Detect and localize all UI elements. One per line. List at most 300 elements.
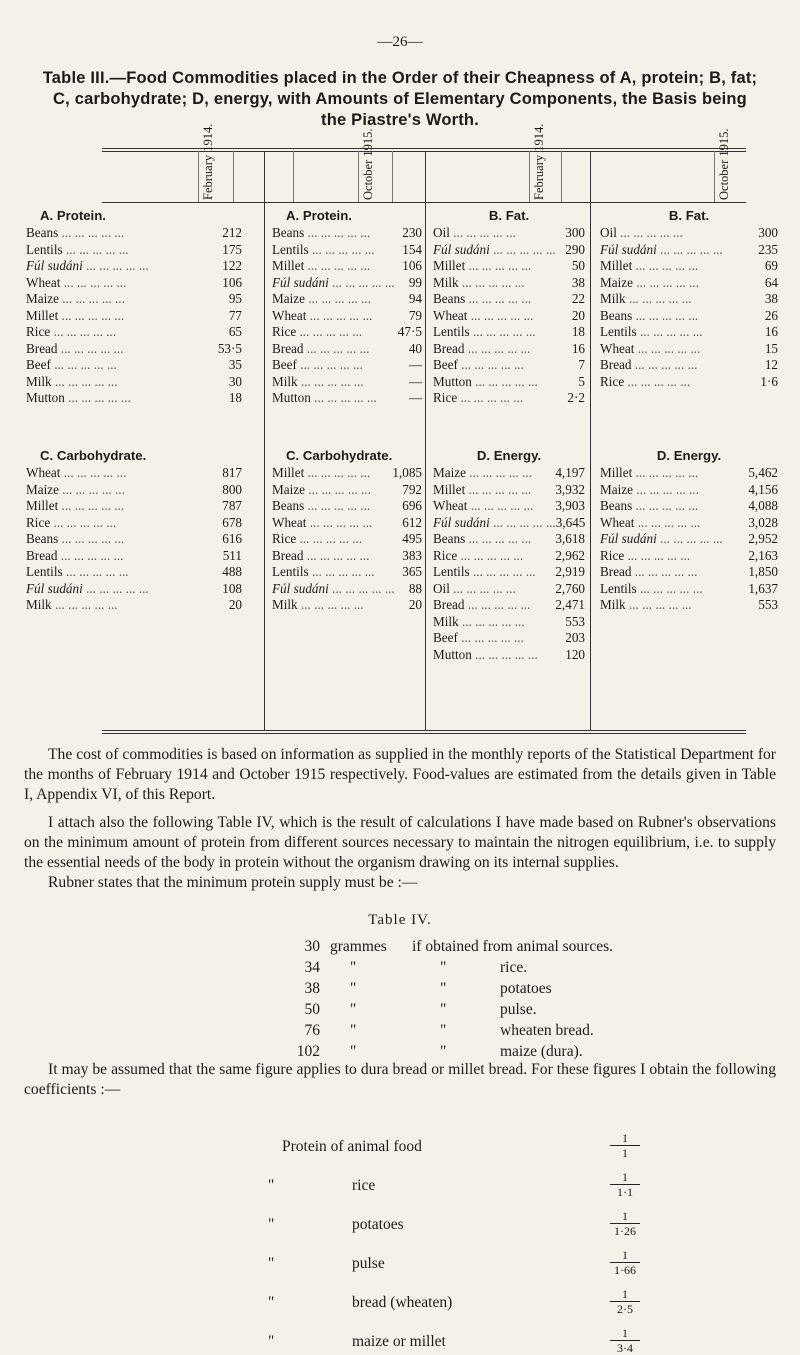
food-name: [433, 614, 543, 631]
food-name-text: Maize: [272, 481, 305, 497]
table-bottom-rule: [102, 730, 746, 731]
food-name: [600, 482, 736, 499]
amount-value: 106: [222, 274, 242, 290]
amount-value: 12: [764, 357, 778, 372]
section-title: D. Energy.: [656, 448, 722, 463]
table4-unit: ": [350, 1022, 357, 1039]
leader-dots: ... ... ... ... ...: [303, 340, 370, 356]
food-name: [272, 564, 380, 581]
amount-value: 108: [222, 580, 242, 596]
table-row: [272, 564, 422, 581]
food-name: [26, 515, 200, 532]
food-name-text: Beans: [272, 225, 305, 240]
leader-dots: ... ... ... ... ...: [58, 531, 125, 546]
table-top-rule: [102, 148, 746, 149]
leader-dots: ... ... ... ... ...: [636, 324, 703, 339]
food-name: [272, 291, 380, 308]
leader-dots: ... ... ... ... ...: [632, 258, 699, 273]
coef-label: bread (wheaten): [352, 1294, 453, 1311]
food-name: [272, 275, 395, 292]
food-name-text: Rice: [26, 324, 51, 339]
food-name: [26, 291, 200, 308]
table-row: [272, 341, 422, 358]
table-row: [600, 291, 778, 308]
table-row: [272, 275, 422, 292]
food-name: [600, 242, 736, 259]
food-name: [272, 324, 380, 341]
table-row: [433, 630, 585, 647]
hdr-divider-5: [392, 151, 393, 202]
table-row: [272, 357, 422, 374]
leader-dots: ... ... ... ... ...: [457, 630, 524, 645]
table-row: [26, 275, 242, 292]
section-title: A. Protein.: [286, 208, 352, 223]
food-name: [272, 531, 380, 548]
amount-value: 787: [222, 498, 242, 513]
hdr-divider-3: [293, 151, 294, 202]
food-name: [433, 357, 543, 374]
food-name: [433, 374, 543, 391]
coef-label: potatoes: [352, 1216, 404, 1233]
amount-value: 383: [402, 547, 422, 563]
hdr-divider-6: [529, 151, 530, 202]
table-row: [26, 515, 242, 532]
leader-dots: ... ... ... ... ...: [50, 357, 117, 372]
food-name: [26, 324, 200, 341]
food-name-text: Lentils: [272, 564, 309, 579]
hdr-divider-8: [714, 151, 715, 202]
food-name-text: Mutton: [433, 646, 472, 662]
leader-dots: ... ... ... ... ...: [308, 564, 375, 579]
table-row: [600, 341, 778, 358]
amount-value: 1,637: [748, 580, 778, 596]
food-name-text: Milk: [26, 597, 52, 612]
food-name: [433, 498, 543, 515]
leader-dots: ... ... ... ... ...: [50, 514, 117, 530]
leader-dots: ... ... ... ... ...: [304, 465, 371, 480]
leader-dots: ... ... ... ... ...: [296, 531, 363, 546]
food-name-text: Rice: [600, 373, 625, 389]
table-row: [272, 597, 422, 614]
food-name-text: Fúl sudáni: [26, 580, 83, 596]
col-divider-3: [590, 151, 591, 731]
leader-dots: ... ... ... ... ...: [464, 340, 531, 356]
amount-value: 511: [222, 547, 242, 563]
leader-dots: ... ... ... ... ...: [632, 481, 699, 497]
food-name-text: Wheat: [600, 514, 635, 530]
leader-dots: ... ... ... ... ...: [296, 357, 363, 372]
food-name-text: Milk: [600, 291, 626, 306]
table4-unit: ": [350, 1043, 357, 1060]
amount-value: 50: [571, 258, 585, 273]
food-name-text: Beans: [26, 225, 59, 240]
food-name-text: Mutton: [26, 390, 65, 405]
fraction-denominator: 2·5: [617, 1302, 633, 1316]
leader-dots: ... ... ... ... ...: [625, 597, 692, 612]
leader-dots: ... ... ... ... ...: [51, 373, 118, 389]
leader-dots: ... ... ... ... ...: [656, 531, 723, 546]
amount-value: 678: [222, 514, 242, 530]
table-row: [433, 581, 585, 598]
section-title: C. Carbohydrate.: [286, 448, 393, 463]
header-rule: [102, 202, 746, 203]
leader-dots: ... ... ... ... ...: [469, 324, 536, 339]
leader-dots: ... ... ... ... ...: [82, 258, 149, 273]
amount-value: 154: [402, 241, 422, 257]
food-name-text: Fúl sudáni: [272, 580, 329, 596]
food-name: [26, 564, 200, 581]
leader-dots: ... ... ... ... ...: [51, 597, 118, 612]
table4-title: Table IV.: [368, 912, 432, 928]
food-name-text: Rice: [272, 531, 297, 546]
table-row: [600, 374, 778, 391]
hdr-divider-4: [358, 151, 359, 202]
leader-dots: ... ... ... ... ...: [624, 373, 691, 389]
amount-value: 53·5: [217, 340, 242, 356]
food-name-text: Fúl sudáni: [433, 514, 490, 530]
table-row: [433, 647, 585, 664]
leader-dots: ... ... ... ... ...: [632, 465, 699, 480]
table4-source: pulse.: [500, 1001, 537, 1018]
food-name-text: Mutton: [272, 390, 311, 405]
food-name-text: Milk: [272, 597, 298, 612]
leader-dots: ... ... ... ... ...: [634, 340, 701, 356]
food-name: [433, 341, 543, 358]
table4-amount: 76: [304, 1022, 320, 1039]
paragraph-rubner: [24, 813, 776, 873]
amount-value: 40: [408, 340, 422, 356]
food-name-text: Millet: [272, 465, 305, 480]
amount-value: 20: [408, 597, 422, 612]
table-row: [26, 548, 242, 565]
amount-value: 290: [565, 241, 585, 257]
leader-dots: ... ... ... ... ...: [60, 465, 127, 480]
amount-value: —: [408, 390, 422, 405]
table-row: [26, 390, 242, 407]
coef-label: rice: [352, 1177, 376, 1194]
table4-amount: 30: [304, 938, 320, 955]
food-name-text: Lentils: [600, 324, 637, 339]
food-name: [272, 308, 380, 325]
food-name-text: Maize: [600, 481, 633, 497]
food-name-text: Millet: [600, 465, 633, 480]
table-row: [433, 515, 585, 532]
food-name: [600, 258, 736, 275]
table-row: [272, 308, 422, 325]
amount-value: 2,952: [748, 531, 778, 546]
food-name: [433, 291, 543, 308]
leader-dots: ... ... ... ... ...: [449, 580, 516, 596]
table4-source: wheaten bread.: [500, 1022, 594, 1039]
paragraph-1-text: The cost of commodities is based on information as supplied in the monthly reports of the Statistical Department for the months of February 1914 and October 1915 respectively. Food-values are estimated from the details given in Table I, Appendix VI, of this Report.: [24, 746, 776, 803]
food-name: [433, 482, 543, 499]
food-name-text: Beans: [433, 531, 466, 546]
food-name-text: Millet: [433, 258, 466, 273]
amount-value: 3,903: [555, 498, 585, 513]
food-name: [26, 242, 200, 259]
coef-fraction: [610, 1132, 640, 1159]
leader-dots: ... ... ... ... ...: [306, 307, 373, 323]
table-row: [433, 308, 585, 325]
food-name: [433, 225, 543, 242]
food-name-text: Wheat: [433, 498, 468, 513]
food-name: [26, 498, 200, 515]
food-name-text: Millet: [272, 258, 305, 273]
amount-value: 2,471: [555, 597, 585, 612]
amount-value: 77: [228, 307, 242, 323]
coef-fraction: [610, 1210, 640, 1237]
food-name: [272, 341, 380, 358]
food-name-text: Bread: [272, 340, 304, 356]
table-row: [26, 341, 242, 358]
food-name: [600, 374, 736, 391]
coef-fraction: [610, 1327, 640, 1354]
leader-dots: ... ... ... ... ...: [457, 357, 524, 372]
amount-value: 106: [402, 258, 422, 273]
food-name: [26, 581, 200, 598]
table-row: [600, 482, 778, 499]
food-name-text: Beans: [433, 291, 466, 306]
food-name: [272, 242, 380, 259]
leader-dots: ... ... ... ... ...: [58, 481, 125, 497]
food-name-text: Bread: [600, 564, 632, 579]
food-name-text: Beef: [26, 357, 51, 372]
table-row: [272, 465, 422, 482]
food-name: [433, 390, 543, 407]
food-name-text: Bread: [26, 547, 58, 563]
table-row: [433, 390, 585, 407]
leader-dots: ... ... ... ... ...: [64, 390, 131, 405]
amount-value: 20: [571, 307, 585, 323]
food-name-text: Rice: [433, 547, 458, 563]
fraction-denominator: 1·26: [614, 1224, 636, 1238]
food-name-text: Wheat: [433, 307, 468, 323]
food-name: [600, 357, 736, 374]
leader-dots: ... ... ... ... ...: [464, 597, 531, 612]
food-name-text: Bread: [26, 340, 58, 356]
table-row: [433, 357, 585, 374]
leader-dots: ... ... ... ... ...: [632, 307, 699, 323]
table-block: [26, 206, 242, 407]
food-name-text: Lentils: [272, 241, 309, 257]
paragraph-coefficients: [24, 1060, 776, 1100]
table-row: [26, 482, 242, 499]
amount-value: 4,088: [748, 498, 778, 513]
food-name-text: Millet: [26, 498, 59, 513]
table-row: [26, 597, 242, 614]
food-name-text: Lentils: [26, 241, 63, 257]
table-row: [600, 258, 778, 275]
amount-value: 3,645: [555, 514, 586, 530]
leader-dots: ... ... ... ... ...: [297, 597, 364, 612]
coef-ditto: ": [268, 1255, 275, 1272]
leader-dots: ... ... ... ... ...: [304, 258, 371, 273]
amount-value: 16: [571, 340, 585, 356]
leader-dots: ... ... ... ... ...: [304, 481, 371, 497]
table-row: [26, 465, 242, 482]
leader-dots: ... ... ... ... ...: [449, 225, 516, 240]
table-row: [433, 531, 585, 548]
leader-dots: ... ... ... ... ...: [304, 291, 371, 306]
table4-source: rice.: [500, 959, 528, 976]
food-name: [433, 581, 543, 598]
amount-value: 5: [578, 373, 585, 389]
amount-value: 47·5: [397, 324, 422, 339]
header-october: October 1915.: [361, 128, 375, 200]
leader-dots: ... ... ... ... ...: [457, 390, 524, 405]
leader-dots: ... ... ... ... ...: [632, 274, 699, 290]
table4-source: if obtained from animal sources.: [412, 938, 614, 955]
leader-dots: ... ... ... ... ...: [58, 307, 125, 323]
table-row: [26, 258, 242, 275]
hdr-divider-1: [198, 151, 199, 202]
header-february-2: February 1914.: [532, 123, 546, 200]
food-name-text: Rice: [26, 514, 51, 530]
food-name-text: Bread: [433, 340, 465, 356]
table-row: [600, 498, 778, 515]
leader-dots: ... ... ... ... ...: [631, 357, 698, 372]
table4-source: maize (dura).: [500, 1043, 583, 1060]
fraction-numerator: 1: [622, 1170, 628, 1184]
food-name-text: Millet: [600, 258, 633, 273]
food-name: [272, 515, 380, 532]
food-name-text: Beef: [433, 630, 458, 645]
leader-dots: ... ... ... ... ...: [457, 547, 524, 563]
amount-value: 65: [228, 324, 242, 339]
food-name-text: Rice: [600, 547, 625, 563]
food-name: [272, 357, 380, 374]
amount-value: 235: [758, 241, 778, 257]
food-name: [600, 308, 736, 325]
amount-value: 488: [222, 564, 242, 579]
table-row: [433, 465, 585, 482]
table-row: [433, 482, 585, 499]
leader-dots: ... ... ... ... ...: [465, 291, 532, 306]
food-name: [272, 465, 380, 482]
table-row: [272, 390, 422, 407]
food-name: [600, 275, 736, 292]
table-row: [433, 225, 585, 242]
amount-value: 175: [222, 241, 242, 257]
fraction-denominator: 1·66: [614, 1263, 636, 1277]
col-divider-1: [264, 151, 265, 731]
table-row: [433, 548, 585, 565]
leader-dots: ... ... ... ... ...: [458, 613, 525, 629]
food-name-text: Wheat: [26, 274, 61, 290]
amount-value: 95: [228, 291, 242, 306]
leader-dots: ... ... ... ... ...: [58, 498, 125, 513]
food-name: [433, 548, 543, 565]
leader-dots: ... ... ... ... ...: [60, 274, 127, 290]
leader-dots: ... ... ... ... ...: [296, 324, 363, 339]
leader-dots: ... ... ... ... ...: [469, 564, 536, 579]
amount-value: 2,760: [555, 580, 585, 596]
amount-value: 553: [565, 613, 585, 629]
hdr-divider-7: [561, 151, 562, 202]
food-name: [272, 390, 380, 407]
leader-dots: ... ... ... ... ...: [489, 241, 556, 257]
fraction-denominator: 3·4: [617, 1341, 633, 1355]
food-name-text: Fúl sudáni: [433, 241, 490, 257]
amount-value: 300: [565, 225, 585, 240]
table-row: [272, 324, 422, 341]
header-october-2: October 1915.: [717, 128, 731, 200]
food-name-text: Wheat: [272, 514, 307, 530]
table-row: [433, 275, 585, 292]
coef-ditto: ": [268, 1294, 275, 1311]
table-row: [26, 242, 242, 259]
amount-value: 18: [228, 390, 242, 405]
table-row: [600, 225, 778, 242]
leader-dots: ... ... ... ... ...: [625, 291, 692, 306]
amount-value: 4,156: [748, 481, 778, 497]
food-name-text: Millet: [26, 307, 59, 323]
table-row: [26, 581, 242, 598]
table4-ditto: ": [440, 1043, 447, 1060]
table-row: [272, 225, 422, 242]
food-name: [26, 225, 200, 242]
food-name-text: Fúl sudáni: [600, 531, 657, 546]
food-name: [26, 357, 200, 374]
coef-label: maize or millet: [352, 1333, 446, 1350]
table-row: [600, 275, 778, 292]
food-name: [433, 597, 543, 614]
table-row: [26, 308, 242, 325]
food-name-text: Lentils: [26, 564, 63, 579]
paragraph-3-text: Rubner states that the minimum protein supply must be :—: [48, 874, 418, 891]
coef-label: pulse: [352, 1255, 385, 1272]
leader-dots: ... ... ... ... ...: [656, 241, 723, 257]
table-row: [26, 531, 242, 548]
coef-fraction: [610, 1288, 640, 1315]
amount-value: 2,163: [748, 547, 778, 563]
food-name: [433, 465, 543, 482]
table-row: [272, 242, 422, 259]
table-row: [600, 308, 778, 325]
food-name: [600, 548, 736, 565]
food-name-text: Milk: [272, 373, 298, 389]
table-row: [272, 515, 422, 532]
table-row: [433, 374, 585, 391]
amount-value: 15: [764, 340, 778, 356]
food-name-text: Maize: [26, 291, 59, 306]
amount-value: 1,850: [748, 564, 778, 579]
food-name-text: Maize: [600, 274, 633, 290]
leader-dots: ... ... ... ... ...: [471, 373, 538, 389]
amount-value: —: [408, 373, 422, 389]
food-name-text: Bread: [272, 547, 304, 563]
table-row: [600, 242, 778, 259]
food-name: [600, 531, 736, 548]
food-name: [272, 374, 380, 391]
food-name: [26, 341, 200, 358]
table-row: [433, 498, 585, 515]
table4-source: potatoes: [500, 980, 552, 997]
table-row: [433, 341, 585, 358]
food-name-text: Beef: [272, 357, 297, 372]
table-row: [433, 324, 585, 341]
leader-dots: ... ... ... ... ...: [471, 646, 538, 662]
fraction-numerator: 1: [622, 1287, 628, 1301]
leader-dots: ... ... ... ... ...: [465, 465, 532, 480]
food-name: [600, 515, 736, 532]
section-title: B. Fat.: [668, 208, 710, 223]
leader-dots: ... ... ... ... ...: [634, 514, 701, 530]
leader-dots: ... ... ... ... ...: [636, 580, 703, 596]
food-name-text: Maize: [26, 481, 59, 497]
table4-unit: grammes: [330, 938, 387, 955]
food-name: [600, 597, 736, 614]
